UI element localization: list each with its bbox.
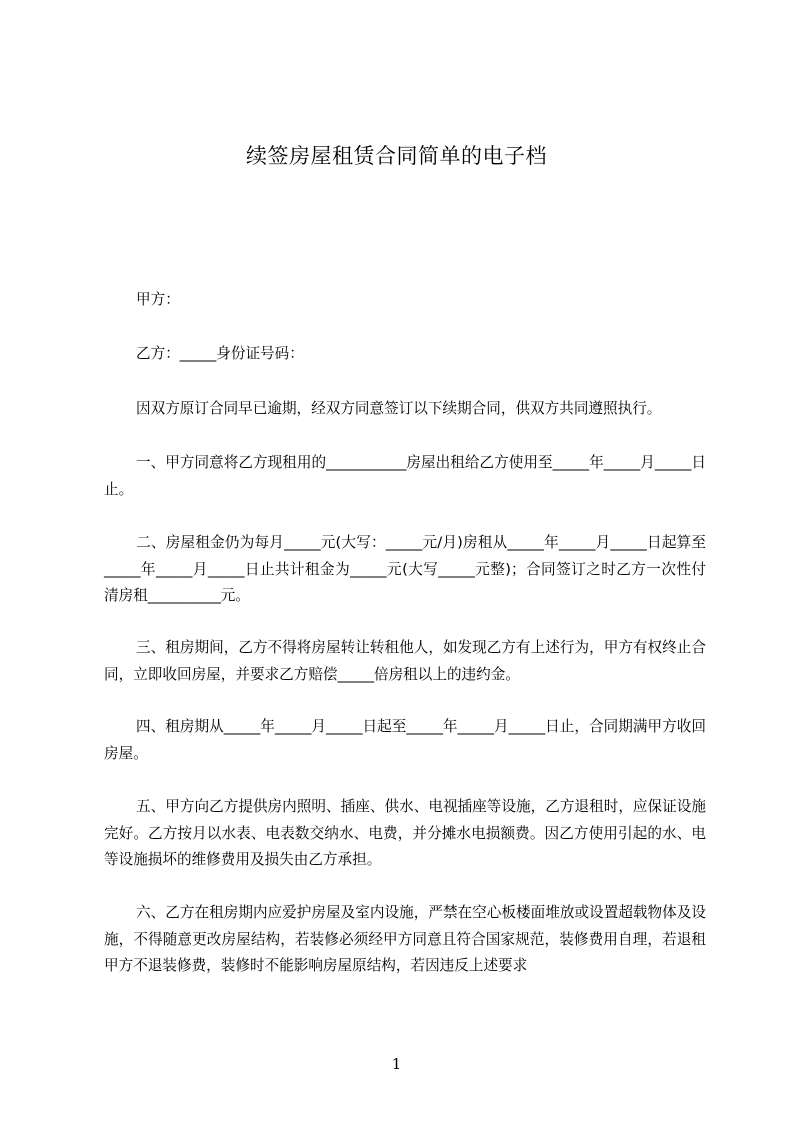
- party-a-text: 甲方：: [136, 291, 180, 308]
- clause-3-text: 三、租房期间，乙方不得将房屋转让转租他人，如发现乙方有上述行为，甲方有权终止合同，立即收回房屋，并要求乙方赔偿_____倍房租以上的违约金。: [104, 639, 706, 683]
- document-title: 续签房屋租赁合同简单的电子档: [246, 144, 547, 168]
- party-a-line: [104, 287, 706, 314]
- clause-4-text: 四、租房期从_____年_____月_____日起至_____年_____月_____日止，合同期满甲方收回房屋。: [104, 718, 706, 762]
- clause-2: [104, 530, 706, 610]
- clause-3: [104, 635, 706, 688]
- clause-1: [104, 450, 706, 503]
- clause-6-text: 六、乙方在租房期内应爱护房屋及室内设施，严禁在空心板楼面堆放或设置超载物体及设施，不得随意更改房屋结构，若装修必须经甲方同意且符合国家规范，装修费用自理，若退租甲方不退装修费，装修时不能影响房屋原结构，若因违反上述要求: [104, 904, 706, 974]
- party-b-line: [104, 341, 706, 368]
- clause-5-text: 五、甲方向乙方提供房内照明、插座、供水、电视插座等设施，乙方退租时，应保证设施完好。乙方按月以水表、电表数交纳水、电费，并分摊水电损额费。因乙方使用引起的水、电等设施损坏的维修费用及损失由乙方承担。: [104, 798, 706, 868]
- clause-6: [104, 900, 706, 980]
- clause-1-text: 一、甲方同意将乙方现租用的___________房屋出租给乙方使用至_____年_____月_____日止。: [104, 454, 706, 498]
- page-number: 1: [391, 1055, 402, 1073]
- clause-4: [104, 714, 706, 767]
- clause-5: [104, 794, 706, 874]
- party-b-text: 乙方：_____身份证号码：: [136, 345, 304, 362]
- intro-paragraph: [104, 396, 706, 423]
- intro-text: 因双方原订合同早已逾期，经双方同意签订以下续期合同，供双方共同遵照执行。: [136, 400, 662, 417]
- clause-2-text: 二、房屋租金仍为每月_____元(大写：_____元/月)房租从_____年_____月_____日起算至_____年_____月_____日止共计租金为_____元(大写_____元整)；合同签订之时乙方一次性付清房租__________元。: [104, 534, 706, 604]
